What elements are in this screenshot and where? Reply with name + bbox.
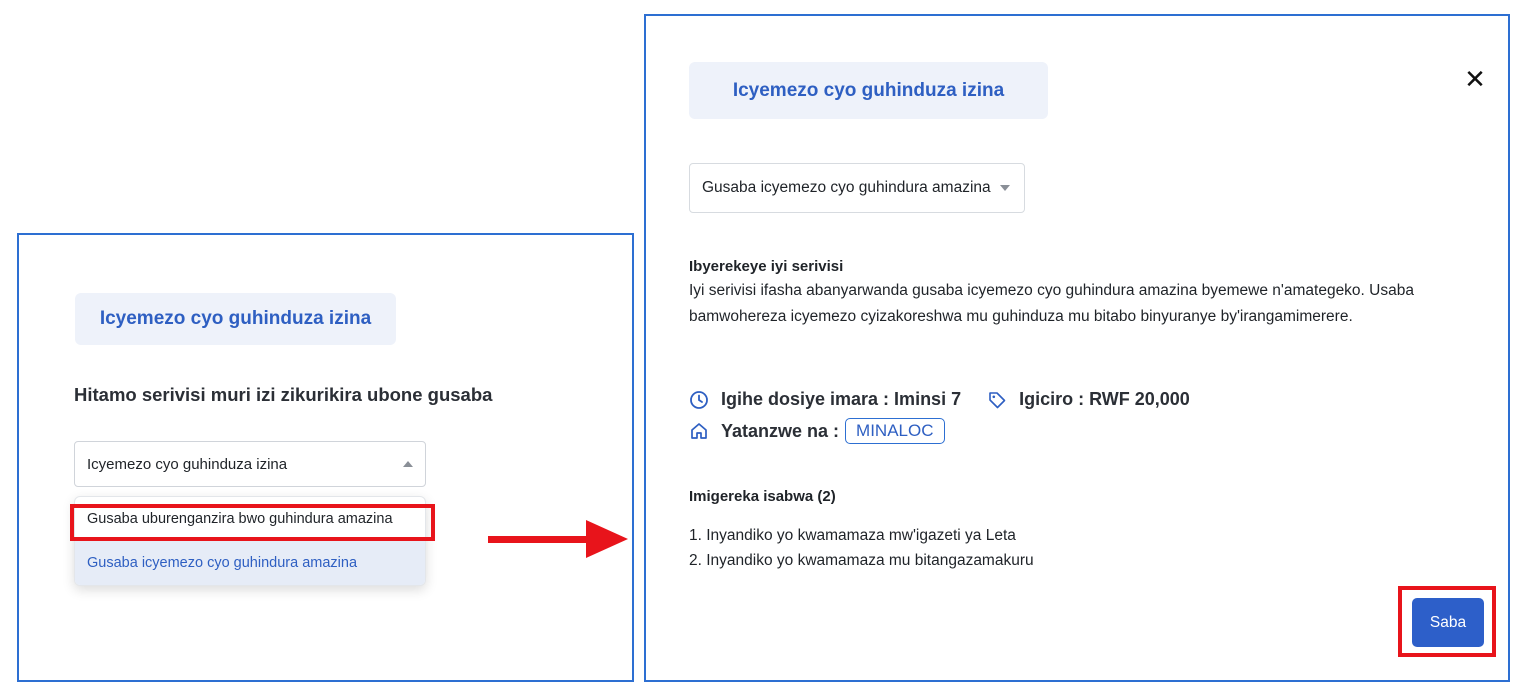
chevron-up-icon	[403, 461, 413, 467]
service-title-chip: Icyemezo cyo guhinduza izina	[689, 62, 1048, 119]
dropdown-option-permission[interactable]: Gusaba uburenganzira bwo guhindura amazina	[87, 511, 393, 527]
service-select-value: Icyemezo cyo guhinduza izina	[87, 455, 288, 473]
service-meta-row	[689, 389, 1190, 410]
annotation-arrow-shaft	[488, 536, 588, 543]
close-icon[interactable]: ✕	[1464, 64, 1486, 94]
list-item: 1. Inyandiko yo kwamamaza mw'igazeti ya Leta	[689, 527, 1016, 544]
chevron-down-icon	[1000, 185, 1010, 191]
service-price: Igiciro : RWF 20,000	[1019, 389, 1190, 409]
processing-time: Igihe dosiye imara : Iminsi 7	[721, 389, 962, 409]
about-service-text: Iyi serivisi ifasha abanyarwanda gusaba icyemezo cyo guhindura amazina byemewe n'amategeko. Usaba bamwohereza icyemezo cyizakoreshwa mu guhinduza mu bitabo binyuranye by'irangamimerere.	[689, 282, 1414, 325]
service-title-chip: Icyemezo cyo guhinduza izina	[75, 293, 396, 345]
price-tag-icon	[987, 390, 1007, 410]
provider-row	[689, 418, 945, 444]
clock-icon	[689, 390, 709, 410]
service-detail-modal	[644, 14, 1510, 682]
provider-badge: MINALOC	[845, 418, 944, 444]
apply-button[interactable]: Saba	[1412, 598, 1484, 647]
annotation-arrow-head	[586, 520, 628, 558]
service-description	[689, 256, 1479, 330]
home-icon	[689, 421, 709, 441]
left-panel	[17, 233, 634, 682]
service-select[interactable]	[74, 441, 426, 487]
service-dropdown-menu	[74, 496, 426, 586]
requirements-heading: Imigereka isabwa (2)	[689, 488, 836, 505]
dropdown-option-certificate[interactable]: Gusaba icyemezo cyo guhindura amazina	[75, 541, 425, 585]
provider-label: Yatanzwe na :	[721, 420, 840, 441]
list-item: 2. Inyandiko yo kwamamaza mu bitangazamakuru	[689, 552, 1034, 569]
service-select[interactable]	[689, 163, 1025, 213]
about-service-heading: Ibyerekeye iyi serivisi	[689, 258, 844, 275]
service-select-value: Gusaba icyemezo cyo guhindura amazina	[702, 179, 991, 196]
requirements-list	[689, 523, 1034, 573]
select-service-prompt: Hitamo serivisi muri izi zikurikira ubone gusaba	[74, 384, 493, 405]
